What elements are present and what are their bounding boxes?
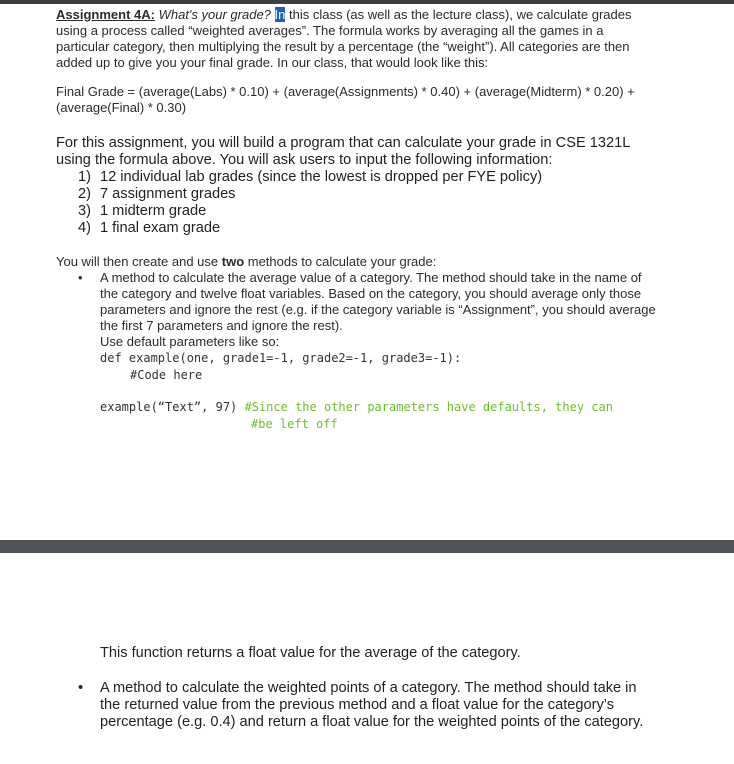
code-comment: #Since the other parameters have defaults, they can bbox=[244, 400, 613, 414]
final-grade-formula: Final Grade = (average(Labs) * 0.10) + (average(Assignments) * 0.40) + (average(Midterm) * 0.20) + (average(Final) * 0.30) bbox=[56, 84, 635, 115]
methods-list-continued bbox=[56, 680, 656, 731]
intro-paragraph bbox=[56, 7, 656, 71]
methods-list bbox=[56, 270, 656, 433]
default-params-note: Use default parameters like so: bbox=[100, 334, 280, 349]
methods-intro: You will then create and use two methods to calculate your grade: bbox=[56, 254, 437, 269]
method-2-block bbox=[56, 680, 656, 731]
returns-note: This function returns a float value for the average of the category. bbox=[100, 645, 521, 661]
page-separator bbox=[0, 540, 734, 553]
intro-text: this class (as well as the lecture class), we calculate grades using a process called “weighted averages”. The formula works by averaging all the games in a particular category, then multiplying the result by a percentage (the “weight”). All categories are then added up to give you your final grade. In our class, that would look like this: bbox=[56, 7, 632, 70]
returns-block bbox=[100, 645, 660, 662]
code-call-line: example(“Text”, 97) #Since the other parameters have defaults, they can bbox=[100, 400, 613, 414]
assignment-title: Assignment 4A: bbox=[56, 7, 155, 22]
document-page-1 bbox=[0, 4, 734, 540]
task-intro: For this assignment, you will build a program that can calculate your grade in CSE 1321L using the formula above. You will ask users to input the following information: bbox=[56, 135, 630, 168]
list-item: 4) 1 final exam grade bbox=[78, 220, 221, 236]
list-item: 1) 12 individual lab grades (since the lowest is dropped per FYE policy) bbox=[78, 169, 543, 185]
text-cursor-selection[interactable]: In bbox=[274, 7, 286, 22]
formula-block bbox=[56, 84, 656, 116]
list-item: 3) 1 midterm grade bbox=[78, 203, 207, 219]
assignment-question: What's your grade? bbox=[158, 7, 271, 22]
method-1-description: A method to calculate the average value of a category. The method should take in the name of the category and twelve float variables. Based on the category, you should average only those parameters and ignore the rest (e.g. if the category variable is “Assignment”, you should average the first 7 parameters and ignore the rest). bbox=[100, 270, 656, 333]
code-def-line: def example(one, grade1=-1, grade2=-1, grade3=-1): bbox=[100, 351, 462, 365]
assignment-intro bbox=[56, 7, 656, 71]
code-comment-continued: #be left off bbox=[251, 417, 338, 431]
inputs-list bbox=[56, 169, 656, 237]
method-2-description: A method to calculate the weighted points of a category. The method should take in the returned value from the previous method and a float value for the category’s percentage (e.g. 0.4) and return a float value for the weighted points of the category. bbox=[100, 680, 644, 730]
bullet-icon: • bbox=[78, 270, 83, 285]
document-page-2 bbox=[0, 553, 734, 764]
task-block bbox=[56, 135, 656, 237]
bullet-icon: • bbox=[78, 680, 84, 696]
list-item: 2) 7 assignment grades bbox=[78, 186, 236, 202]
method-1-item bbox=[56, 270, 656, 433]
methods-block bbox=[56, 254, 656, 433]
code-body-line: #Code here bbox=[130, 368, 203, 382]
method-2-item bbox=[56, 680, 656, 731]
